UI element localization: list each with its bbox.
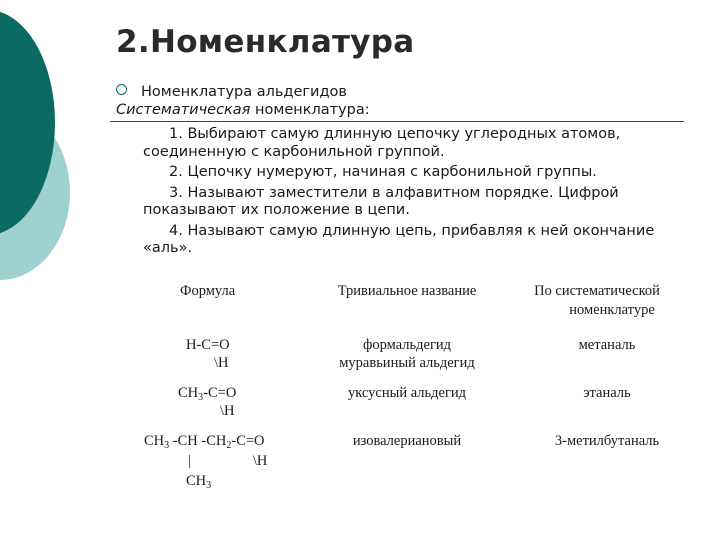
step-3: 3. Называют заместители в алфавитном порядке. Цифрой показывают их положение в цепи. [143, 184, 619, 218]
row2-formula-line2: \H [220, 403, 235, 419]
subheading-italic: Систематическая [116, 102, 251, 118]
decorative-circles [0, 0, 110, 330]
divider [110, 121, 684, 122]
row3-formula-sub3: 3 [206, 480, 212, 491]
row3-formula-line2 [130, 452, 300, 470]
row3-formula-part-b: -CH -CH [169, 433, 227, 449]
row3-formula-sub2: 2 [226, 440, 232, 451]
row3-formula-line3 [130, 472, 300, 495]
row3-formula-h: \H [252, 453, 268, 469]
row3-formula-part-a: CH [144, 433, 165, 449]
row1-formula-line2: \H [214, 355, 229, 371]
row3-formula-bond: | [188, 453, 191, 469]
row2-formula-part-a: CH [178, 385, 199, 401]
slide-title: 2.Номенклатура [116, 24, 415, 60]
row2-trivial: уксусный альдегид [347, 385, 467, 401]
row3-systematic: 3-метилбутаналь [554, 433, 660, 449]
step-4: 4. Называют самую длинную цепь, прибавляя к ней окончание «аль». [143, 222, 655, 256]
row2-formula-part-b: -C=O [203, 385, 237, 401]
steps-list [143, 126, 668, 261]
row1-trivial-1: формальдегид [362, 337, 452, 353]
circle-bullet-icon [116, 84, 127, 95]
row3-trivial: изовалериановый [352, 433, 462, 449]
step-2: 2. Цепочку нумеруют, начиная с карбонильной группы. [169, 164, 597, 180]
row1-formula-line1: H-C=O [186, 337, 230, 353]
row3-formula-ch: CH [186, 473, 207, 489]
row2-formula-sub: 3 [198, 392, 204, 403]
subheading-rest: номенклатура: [250, 102, 370, 118]
row2-systematic: этаналь [583, 385, 631, 401]
step-1: 1. Выбирают самую длинную цепочку углеродных атомов, соединенную с карбонильной группой. [143, 126, 621, 160]
subheading [116, 102, 370, 118]
row1-trivial-2: муравьиный альдегид [339, 355, 475, 371]
header-systematic-2: номенклатуре [569, 302, 655, 318]
row3-formula-sub1: 3 [164, 440, 170, 451]
row1-systematic: метаналь [578, 337, 636, 353]
bullet-item [116, 84, 347, 100]
header-systematic-1: По систематической [534, 283, 660, 299]
header-trivial: Тривиальное название [337, 283, 477, 299]
row3-formula-part-c: -C=O [231, 433, 265, 449]
bullet-text: Номенклатура альдегидов [141, 84, 347, 100]
header-formula: Формула [180, 283, 236, 299]
